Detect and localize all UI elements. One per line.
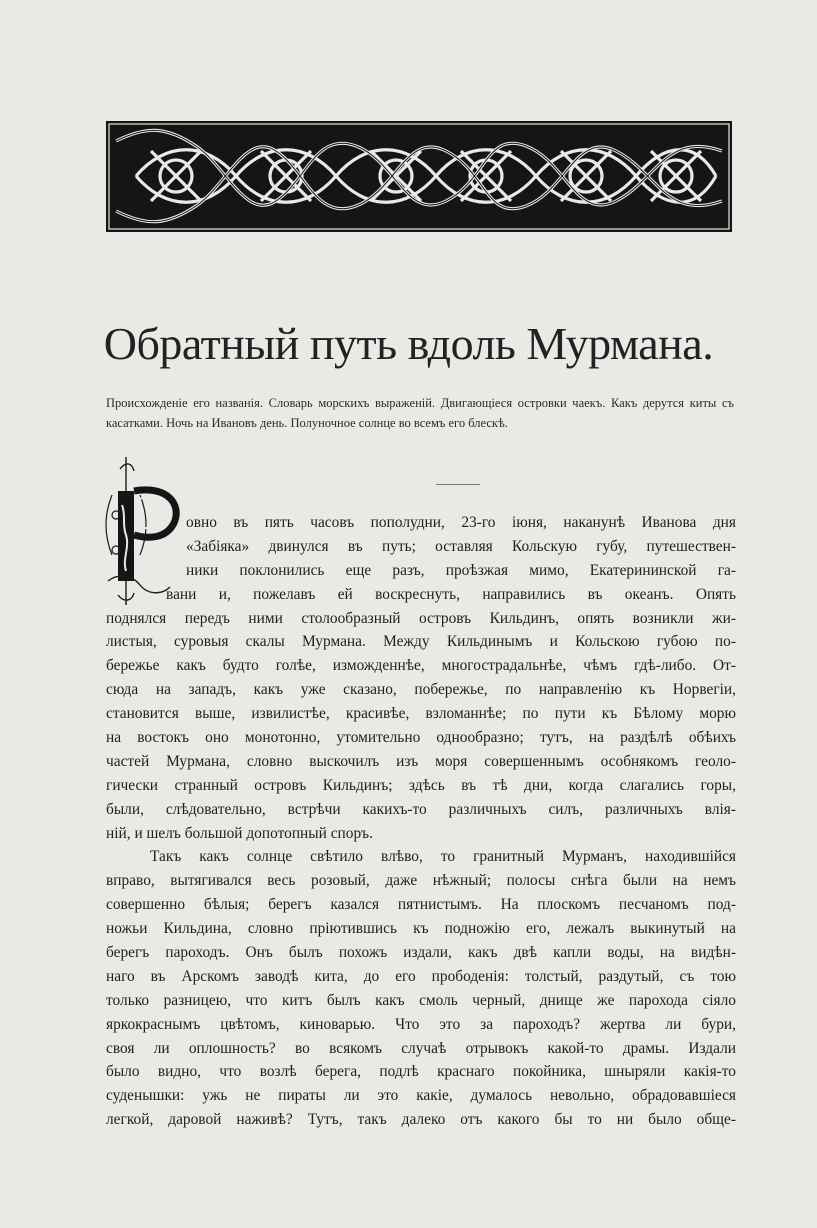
text-line: поднялся передъ ними столообразный островъ Кильдинъ, опять возникли жи-	[106, 609, 736, 627]
text-line: вправо, вытягивался весь розовый, даже нѣжный; полосы снѣга были на немъ	[106, 872, 736, 890]
text-line: сюда на западъ, какъ уже сказано, побережье, по направленію къ Норвегіи,	[106, 681, 736, 699]
text-line: гически странный островъ Кильдинъ; здѣсь въ тѣ дни, когда слагались горы,	[106, 776, 736, 794]
chapter-title: Обратный путь вдоль Мурмана.	[103, 318, 714, 369]
section-divider	[436, 484, 480, 485]
text-line: «Забіяка» двинулся въ путь; оставляя Кольскую губу, путешествен-	[186, 537, 736, 555]
text-line: суденышки: ужь не пираты ли это какіе, думалось невольно, обрадовавшіеся	[106, 1087, 736, 1105]
text-line: берегъ пароходъ. Онъ былъ похожъ издали, какъ двѣ капли воды, на видѣн-	[106, 944, 736, 962]
text-line: ножьи Кильдина, словно пріютившись къ подножію его, лежалъ выкинутый на	[106, 920, 736, 938]
chapter-summary: Происхожденіе его названія. Словарь морскихъ выраженій. Двигающіеся островки чаекъ. Какъ дерутся киты съ касатками. Ночь на Ивановъ день. Полуночное солнце во всемъ его блескѣ.	[106, 396, 734, 430]
text-line: были, слѣдовательно, встрѣчи какихъ-то различныхъ силъ, различныхъ влія-	[106, 800, 736, 818]
text-line: яркокраснымъ цвѣтомъ, киноварью. Что это за пароходъ? жертва ли бури,	[106, 1015, 736, 1033]
text-line: на востокъ оно монотонно, утомительно однообразно; тутъ, на раздѣлѣ обѣихъ	[106, 729, 736, 747]
celtic-knot-headpiece	[106, 121, 732, 232]
text-line: ній, и шелъ большой допотопный споръ.	[106, 824, 373, 842]
text-line: частей Мурмана, словно выскочилъ изъ моря совершеннымъ особнякомъ геоло-	[106, 752, 736, 770]
text-line: было видно, что возлѣ берега, подлѣ краснаго покойника, шныряли какія-то	[106, 1063, 736, 1081]
text-line: Такъ какъ солнце свѣтило влѣво, то гранитный Мурманъ, находившійся	[150, 848, 736, 866]
body-text	[106, 511, 736, 1132]
text-line: листыя, суровыя скалы Мурмана. Между Кильдинымъ и Кольскою губою по-	[106, 633, 736, 651]
text-line: только разницею, что китъ былъ какъ смоль черный, днище же парохода сіяло	[106, 991, 736, 1009]
text-line: наго въ Арскомъ заводѣ кита, до его прободенія: толстый, раздутый, съ тою	[106, 967, 736, 985]
text-line: бережье какъ будто голѣе, изможденнѣе, многострадальнѣе, чѣмъ гдѣ-либо. От-	[106, 657, 736, 675]
text-line: своя ли оплошность? во всякомъ случаѣ отрывокъ какой-то драмы. Издали	[106, 1039, 736, 1057]
text-line: овно въ пять часовъ пополудни, 23-го іюня, наканунѣ Иванова дня	[186, 514, 736, 531]
text-line: совершенно бѣлыя; берегъ казался пятнистымъ. На плоскомъ песчаномъ под-	[106, 896, 736, 914]
text-line: ники поклонились еще разъ, проѣзжая мимо, Екатерининской га-	[186, 561, 736, 579]
text-line: легкой, даровой наживѣ? Тутъ, такъ далеко отъ какого бы то ни было обще-	[106, 1111, 736, 1129]
text-line: становится выше, извилистѣе, красивѣе, взломаннѣе; по пути къ Бѣлому морю	[106, 705, 736, 723]
text-line: вани и, пожелавъ ей воскреснуть, направились въ океанъ. Опять	[166, 585, 736, 603]
